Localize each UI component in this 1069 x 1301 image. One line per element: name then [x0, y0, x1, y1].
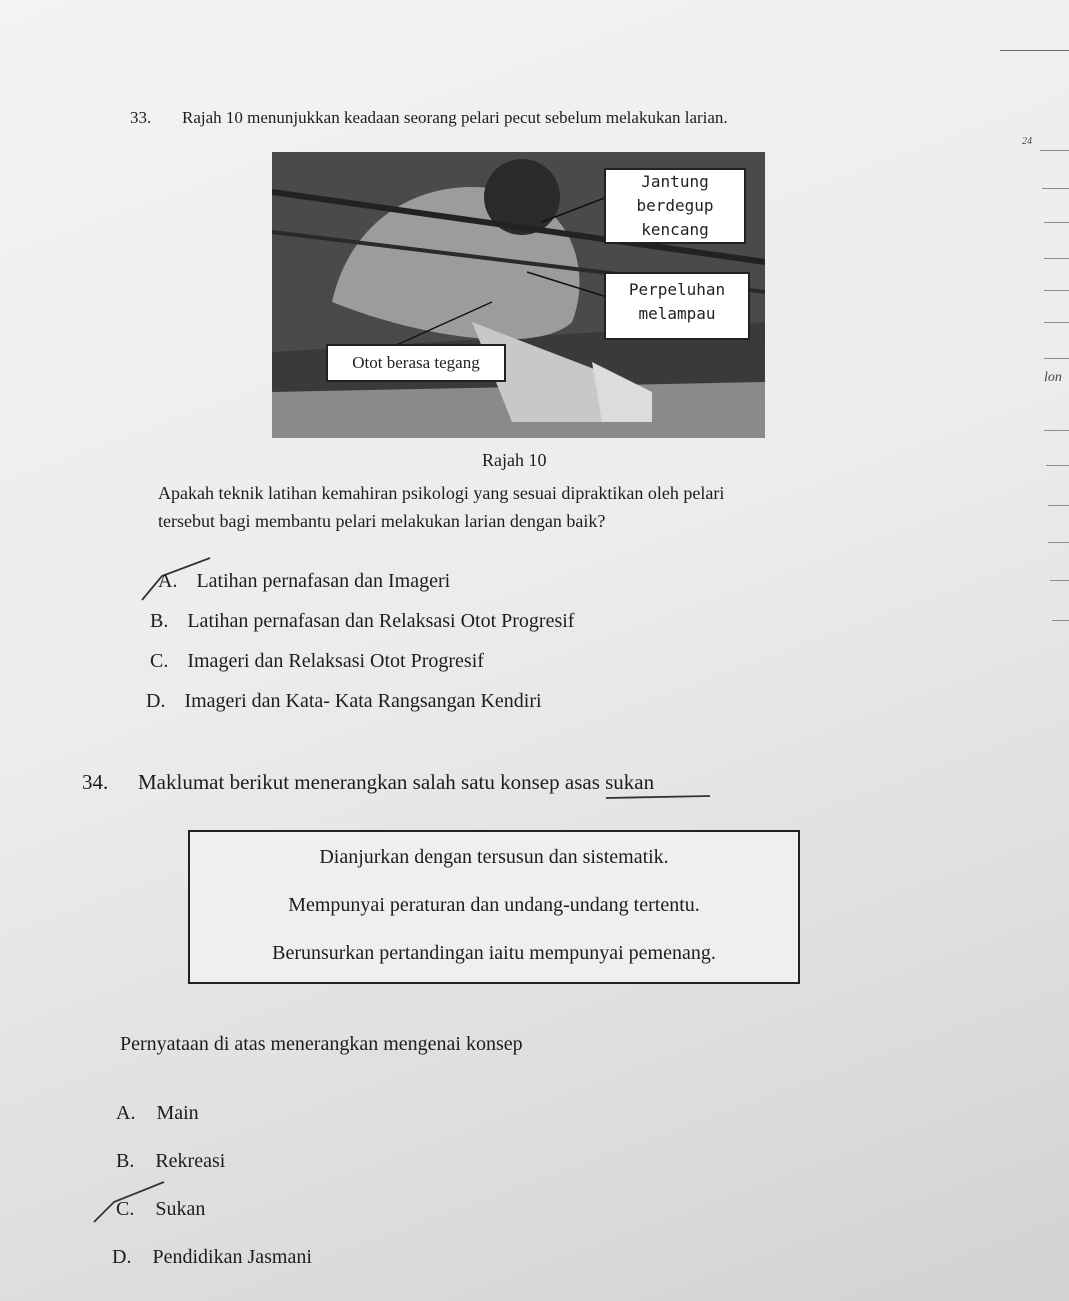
option-letter: C.: [150, 650, 169, 672]
option-text: Imageri dan Kata- Kata Rangsangan Kendiri: [184, 690, 542, 712]
q33-question-line1: Apakah teknik latihan kemahiran psikologi yang sesuai dipraktikan oleh pelari: [158, 483, 725, 503]
callout-sweat-line1: Perpeluhan: [628, 280, 726, 299]
concept-info-box: [188, 830, 800, 984]
callout-heart-line3: kencang: [641, 220, 709, 239]
option-text: Latihan pernafasan dan Imageri: [196, 570, 451, 592]
q34-option-d[interactable]: [112, 1246, 312, 1269]
q34-option-b[interactable]: [116, 1150, 225, 1173]
margin-handwriting-top: 24: [1022, 136, 1032, 147]
q34-stem: Maklumat berikut menerangkan salah satu konsep asas sukan: [138, 770, 655, 794]
q33-option-c[interactable]: [150, 650, 484, 673]
callout-heart-line1: Jantung: [641, 172, 709, 191]
q33-number: 33.: [130, 108, 152, 127]
option-text: Latihan pernafasan dan Relaksasi Otot Progresif: [187, 610, 575, 632]
figure-caption: Rajah 10: [482, 450, 547, 470]
margin-handwriting-mid: lon: [1044, 370, 1062, 385]
box-line-3: Berunsurkan pertandingan iaitu mempunyai pemenang.: [272, 942, 716, 964]
q33-stem: Rajah 10 menunjukkan keadaan seorang pelari pecut sebelum melakukan larian.: [182, 108, 728, 127]
option-text: Sukan: [155, 1198, 206, 1220]
q34-option-c[interactable]: [116, 1198, 205, 1221]
q33-question-line2: tersebut bagi membantu pelari melakukan larian dengan baik?: [158, 511, 606, 531]
option-text: Main: [156, 1102, 199, 1124]
box-line-1: Dianjurkan dengan tersusun dan sistematik.: [319, 846, 669, 868]
option-letter: B.: [116, 1150, 135, 1172]
option-letter: D.: [146, 690, 166, 712]
option-letter: B.: [150, 610, 169, 632]
option-letter: D.: [112, 1246, 132, 1268]
option-letter: A.: [158, 570, 178, 592]
option-text: Rekreasi: [155, 1150, 226, 1172]
callout-muscle: Otot berasa tegang: [326, 344, 506, 382]
q34-question: Pernyataan di atas menerangkan mengenai konsep: [120, 1033, 523, 1055]
option-letter: C.: [116, 1198, 135, 1220]
option-text: Imageri dan Relaksasi Otot Progresif: [187, 650, 484, 672]
box-line-2: Mempunyai peraturan dan undang-undang tertentu.: [288, 894, 700, 916]
callout-sweat-line2: melampau: [638, 304, 716, 323]
q33-option-a[interactable]: [158, 570, 450, 593]
option-letter: A.: [116, 1102, 136, 1124]
option-text: Pendidikan Jasmani: [152, 1246, 312, 1268]
callout-heart-line2: berdegup: [636, 196, 714, 215]
callout-heart: [604, 168, 746, 244]
q34-number: 34.: [82, 770, 109, 794]
q33-option-b[interactable]: [150, 610, 574, 633]
callout-sweat: [604, 272, 750, 340]
pen-underline-icon: [604, 792, 714, 802]
q33-option-d[interactable]: [146, 690, 542, 713]
q34-option-a[interactable]: [116, 1102, 199, 1125]
